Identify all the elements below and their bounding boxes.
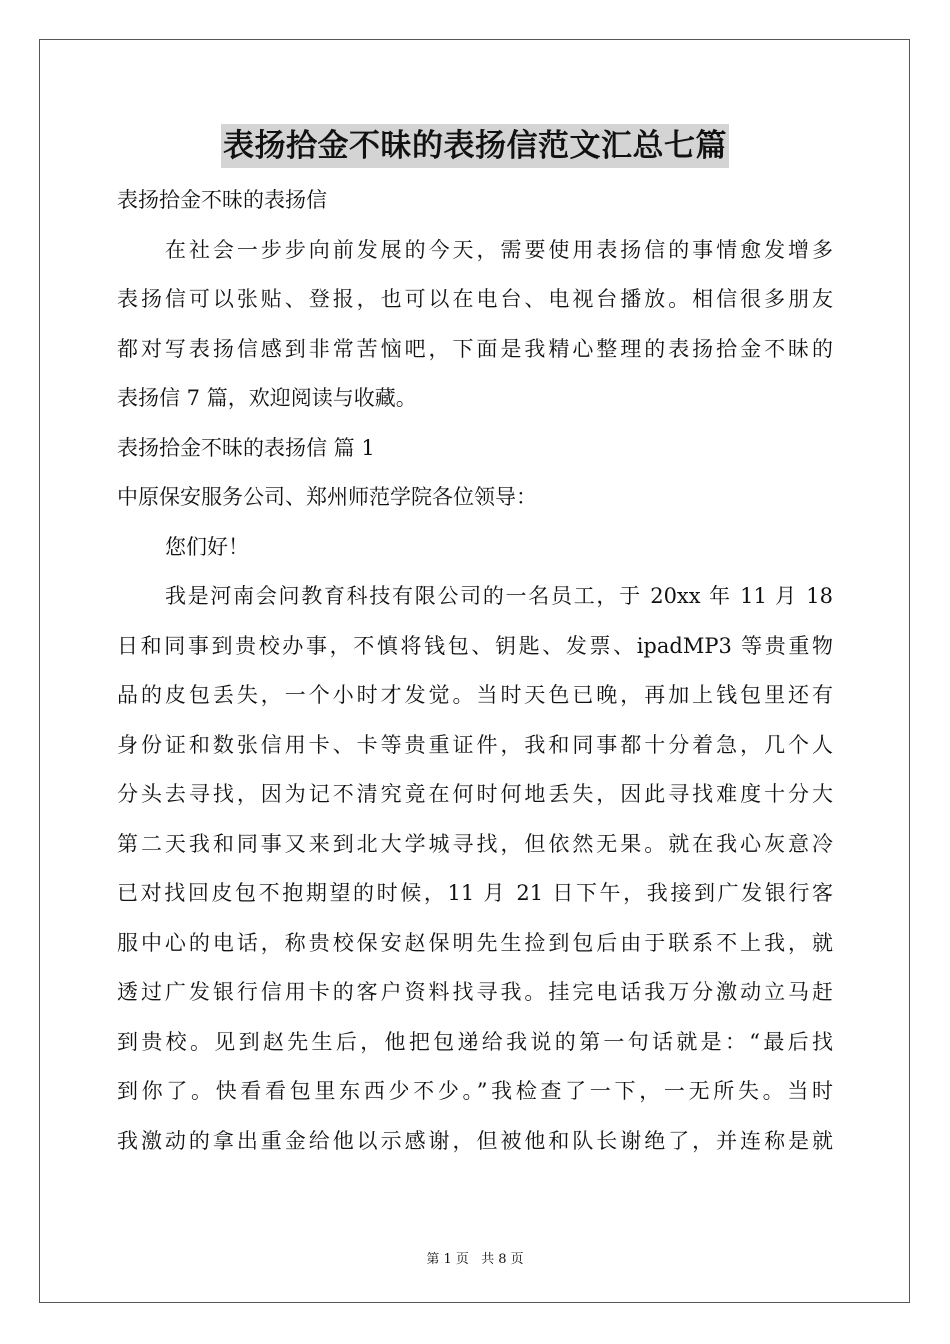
text-line: 第二天我和同事又来到北大学城寻找，但依然无果。就在我心灰意冷 bbox=[117, 831, 833, 856]
text-line: 已对找回皮包不抱期望的时候，11 月 21 日下午，我接到广发银行客 bbox=[117, 881, 833, 905]
text-line: 日和同事到贵校办事，不慎将钱包、钥匙、发票、ipadMP3 等贵重物 bbox=[117, 633, 833, 658]
text-line: 都对写表扬信感到非常苦恼吧，下面是我精心整理的表扬拾金不昧的 bbox=[117, 336, 833, 361]
page-total: 共 8 页 bbox=[481, 1252, 524, 1267]
document-body bbox=[117, 124, 833, 1166]
text-line: 我是河南会问教育科技有限公司的一名员工，于 20xx 年 11 月 18 bbox=[165, 584, 833, 608]
text-line: 到贵校。见到赵先生后，他把包递给我说的第一句话就是：“最后找 bbox=[117, 1029, 833, 1054]
text-line: 身份证和数张信用卡、卡等贵重证件，我和同事都十分着急，几个人 bbox=[117, 732, 833, 757]
text-line: 透过广发银行信用卡的客户资料找寻我。挂完电话我万分激动立马赶 bbox=[117, 980, 833, 1004]
text-line: 表扬信 7 篇，欢迎阅读与收藏。 bbox=[117, 386, 417, 410]
text-line: 您们好！ bbox=[165, 534, 249, 559]
text-line: 我激动的拿出重金给他以示感谢，但被他和队长谢绝了，并连称是就 bbox=[117, 1128, 833, 1153]
text-line: 表扬拾金不昧的表扬信 bbox=[117, 188, 327, 212]
text-line: 服中心的电话，称贵校保安赵保明先生捡到包后由于联系不上我，就 bbox=[117, 930, 833, 955]
page-footer bbox=[0, 1248, 950, 1267]
page-number: 第 1 页 bbox=[426, 1252, 469, 1267]
text-line: 表扬信可以张贴、登报，也可以在电台、电视台播放。相信很多朋友 bbox=[117, 287, 833, 311]
title-container bbox=[117, 124, 833, 172]
text-line: 在社会一步步向前发展的今天，需要使用表扬信的事情愈发增多 bbox=[165, 237, 833, 262]
text-line: 中原保安服务公司、郑州师范学院各位领导： bbox=[117, 485, 537, 509]
document-title: 表扬拾金不昧的表扬信范文汇总七篇 bbox=[221, 124, 729, 168]
text-line: 分头去寻找，因为记不清究竟在何时何地丢失，因此寻找难度十分大 bbox=[117, 782, 833, 806]
text-line: 表扬拾金不昧的表扬信 篇 1 bbox=[117, 435, 375, 460]
paragraph-lines bbox=[117, 176, 833, 1166]
text-line: 品的皮包丢失，一个小时才发觉。当时天色已晚，再加上钱包里还有 bbox=[117, 683, 833, 707]
text-line: 到你了。快看看包里东西少不少。”我检查了一下，一无所失。当时 bbox=[117, 1079, 833, 1103]
